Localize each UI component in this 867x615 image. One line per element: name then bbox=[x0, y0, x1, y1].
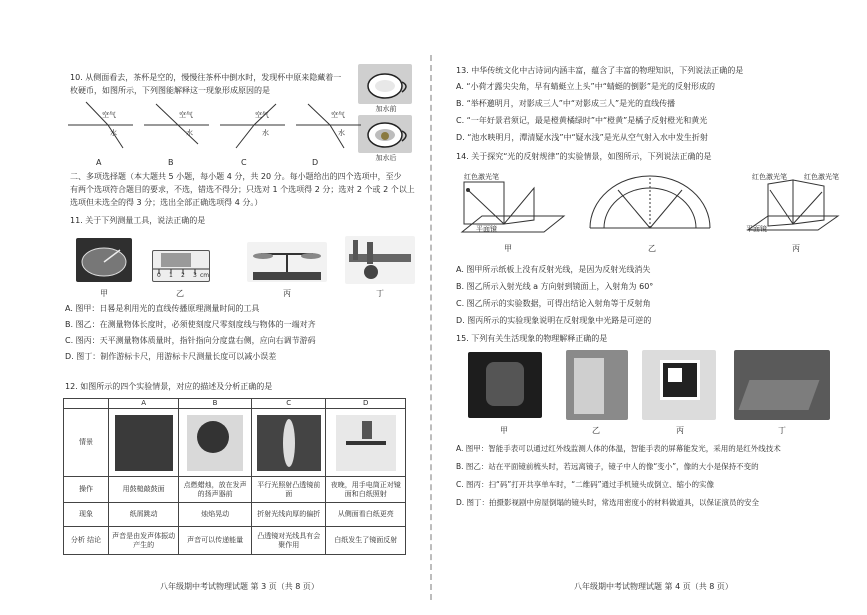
q14-option-a: A. 图甲所示纸板上没有反射光线，是因为反射光线消失 bbox=[456, 265, 651, 274]
diagram-d bbox=[296, 104, 361, 148]
q10-option-a: A bbox=[96, 158, 102, 167]
concl-b: 声音可以传递能量 bbox=[179, 527, 252, 555]
q10-option-c: C bbox=[241, 158, 247, 167]
ruler-tick-1: 1 bbox=[169, 272, 173, 279]
q11-caption-yi: 乙 bbox=[176, 289, 184, 298]
q15-caption-yi: 乙 bbox=[592, 426, 600, 435]
fig-bing-laser-label-2: 红色激光笔 bbox=[804, 173, 839, 181]
caliper-photo bbox=[345, 236, 415, 284]
q15-option-a: A. 图甲：智能手表可以通过红外线监测人体的体温，智能手表的屏幕能发光，采用的是红外线技术 bbox=[456, 444, 781, 453]
collapsed-house-photo bbox=[734, 350, 830, 420]
diagram-b-water: 水 bbox=[186, 129, 193, 137]
table-header-row bbox=[64, 399, 406, 409]
q15-stem: 15. 下列有关生活现象的物理解释正确的是 bbox=[456, 334, 608, 343]
q11-caption-jia: 甲 bbox=[100, 289, 108, 298]
cup-after-label: 加水后 bbox=[375, 154, 397, 162]
cup-icon bbox=[358, 64, 412, 104]
sundial-photo bbox=[76, 238, 132, 282]
phen-c: 折射光线向厚的偏折 bbox=[251, 503, 326, 527]
op-c: 平行光照射凸透镜前面 bbox=[251, 477, 326, 503]
concl-c: 凸透镜对光线具有会聚作用 bbox=[251, 527, 326, 555]
q15-option-c: C. 图丙：扫“码”打开共享单车时，“二维码”通过手机镜头成倒立、缩小的实像 bbox=[456, 480, 715, 489]
cup-before-label: 加水前 bbox=[375, 105, 397, 113]
scene-d bbox=[326, 409, 406, 477]
flashlight-photo bbox=[336, 415, 396, 471]
mirror-photo bbox=[566, 350, 628, 420]
diagram-a-air: 空气 bbox=[102, 111, 116, 119]
table-col-b: B bbox=[179, 399, 252, 409]
diagram-d-air: 空气 bbox=[331, 111, 345, 119]
fig-jia-laser-label: 红色激光笔 bbox=[464, 173, 499, 181]
diagram-c-water: 水 bbox=[262, 129, 269, 137]
q13-option-a: A. “小荷才露尖尖角，早有蜻蜓立上头”中“蜻蜓的倒影”是光的反射形成的 bbox=[456, 82, 715, 91]
vernier-caliper-icon bbox=[345, 236, 415, 284]
scene-b bbox=[179, 409, 252, 477]
q15-caption-bing: 丙 bbox=[676, 426, 684, 435]
q12-stem: 12. 如图所示的四个实验情景，对应的描述及分析正确的是 bbox=[65, 382, 273, 391]
row-label-scene: 情景 bbox=[64, 409, 109, 477]
phen-d: 从侧面看白纸更亮 bbox=[326, 503, 406, 527]
q14-option-c: C. 图乙所示的实验数据，可得出结论入射角等于反射角 bbox=[456, 299, 651, 308]
ruler-unit: cm bbox=[200, 272, 210, 279]
diagram-a bbox=[68, 102, 133, 148]
q11-option-a: A. 图甲：日晷是利用光的直线传播原理测量时间的工具 bbox=[65, 304, 260, 313]
section2-line3: 选项但未选全的得 3 分；选出全部正确选项得 4 分。） bbox=[70, 198, 263, 207]
table-row-phenomenon bbox=[64, 503, 406, 527]
q11-caption-bing: 丙 bbox=[283, 289, 291, 298]
ruler-tick-2: 2 bbox=[181, 272, 185, 279]
q15-option-d: D. 图丁：拍摄影视剧中房屋倒塌的镜头时，常选用密度小的材料做道具，以保证演员的安全 bbox=[456, 498, 760, 507]
diagram-b bbox=[144, 104, 209, 144]
q13-option-c: C. “一年好景君须记，最是橙黄橘绿时”中“橙黄”是橘子反射橙光和黄光 bbox=[456, 116, 708, 125]
table-row-conclusion bbox=[64, 527, 406, 555]
q14-stem: 14. 关于探究“光的反射规律”的实验情景，如图所示，下列说法正确的是 bbox=[456, 152, 712, 161]
concl-d: 白纸发生了镜面反射 bbox=[326, 527, 406, 555]
q11-caption-ding: 丁 bbox=[376, 289, 384, 298]
drum-photo bbox=[115, 415, 173, 471]
balance-photo bbox=[247, 242, 327, 282]
row-label-phen: 现象 bbox=[64, 503, 109, 527]
q11-option-c: C. 图丙：天平测量物体质量时，指针指向分度盘右侧，应向右调节游码 bbox=[65, 336, 316, 345]
q14-caption-jia: 甲 bbox=[504, 244, 512, 253]
fig-bing-mirror-label: 平面镜 bbox=[746, 225, 767, 233]
table-col-d: D bbox=[326, 399, 406, 409]
right-page bbox=[434, 0, 867, 615]
cup-before-photo bbox=[358, 64, 412, 104]
fig-bing-laser-label-1: 红色激光笔 bbox=[752, 173, 787, 181]
phen-b: 烛焰晃动 bbox=[179, 503, 252, 527]
q12-experiment-table bbox=[63, 398, 406, 555]
diagram-a-water: 水 bbox=[110, 129, 117, 137]
diagram-d-water: 水 bbox=[338, 129, 345, 137]
section2-line2: 有两个选项符合题目的要求，不选，错选不得分；只选对 1 个选项得 2 分；选对 2 个或 2 个以上 bbox=[70, 185, 415, 194]
q14-caption-yi: 乙 bbox=[648, 244, 656, 253]
scene-c bbox=[251, 409, 326, 477]
table-col-a: A bbox=[109, 399, 179, 409]
balance-scale-icon bbox=[247, 242, 327, 282]
ruler-tick-0: 0 bbox=[157, 272, 161, 279]
left-page-footer: 八年级期中考试物理试题 第 3 页（共 8 页） bbox=[160, 582, 319, 591]
q14-caption-bing: 丙 bbox=[792, 244, 800, 253]
q11-stem: 11. 关于下列测量工具，说法正确的是 bbox=[70, 216, 206, 225]
ruler-photo bbox=[152, 250, 210, 282]
q10-stem: 10. 从侧面看去，茶杯是空的，慢慢往茶杯中倒水时，发现杯中原来隐藏着一 bbox=[70, 73, 342, 82]
sundial-icon bbox=[76, 238, 132, 282]
fig-yi-protractor bbox=[580, 168, 720, 238]
q11-option-d: D. 图丁：制作游标卡尺，用游标卡尺测量长度可以减小误差 bbox=[65, 352, 277, 361]
lens-photo bbox=[257, 415, 321, 471]
op-b: 点燃蜡烛，放在发声的扬声器前 bbox=[179, 477, 252, 503]
table-col-c: C bbox=[251, 399, 326, 409]
q15-caption-jia: 甲 bbox=[500, 426, 508, 435]
op-a: 用鼓槌敲鼓面 bbox=[109, 477, 179, 503]
concl-a: 声音是由发声体振动产生的 bbox=[109, 527, 179, 555]
qr-code-photo bbox=[642, 350, 716, 420]
q13-stem: 13. 中华传统文化中古诗词内涵丰富，蕴含了丰富的物理知识，下列说法正确的是 bbox=[456, 66, 744, 75]
q14-option-d: D. 图丙所示的实验现象说明在反射现象中光路是可逆的 bbox=[456, 316, 652, 325]
diagram-c-air: 空气 bbox=[255, 111, 269, 119]
row-label-op: 操作 bbox=[64, 477, 109, 503]
scene-a bbox=[109, 409, 179, 477]
table-row-scene bbox=[64, 409, 406, 477]
q10-option-d: D bbox=[312, 158, 319, 167]
phen-a: 纸屑跳动 bbox=[109, 503, 179, 527]
q13-option-d: D. “池水映明月，潭清疑水浅”中“疑水浅”是光从空气射入水中发生折射 bbox=[456, 133, 708, 142]
op-d: 夜晚，用手电筒正对镜面和白纸照射 bbox=[326, 477, 406, 503]
diagram-b-air: 空气 bbox=[179, 111, 193, 119]
speaker-photo bbox=[187, 415, 243, 471]
row-label-concl: 分析 结论 bbox=[64, 527, 109, 555]
q10-option-b: B bbox=[168, 158, 174, 167]
q13-option-b: B. “举杯邀明月，对影成三人”中“对影成三人”是光的直线传播 bbox=[456, 99, 676, 108]
q15-option-b: B. 图乙：站在平面镜前梳头时，若远离镜子，镜子中人的像“变小”，像的大小是保持不变的 bbox=[456, 462, 759, 471]
q10-stem-line2: 枚硬币，如图所示，下列图能解释这一现象形成原因的是 bbox=[70, 86, 270, 95]
q15-caption-ding: 丁 bbox=[778, 426, 786, 435]
table-row-operation bbox=[64, 477, 406, 503]
q14-option-b: B. 图乙所示入射光线 a 方向射到镜面上，入射角为 60° bbox=[456, 282, 654, 291]
diagram-c bbox=[220, 104, 285, 148]
section2-line1: 二、多项选择题（本大题共 5 小题，每小题 4 分，共 20 分。每小题给出的四个选项中，至少 bbox=[70, 172, 402, 181]
fig-jia-mirror-label: 平面镜 bbox=[476, 225, 497, 233]
right-page-footer: 八年级期中考试物理试题 第 4 页（共 8 页） bbox=[574, 582, 733, 591]
q11-option-b: B. 图乙：在测量物体长度时，必须使刻度尺零刻度线与物体的一端对齐 bbox=[65, 320, 316, 329]
ruler-tick-3: 3 bbox=[193, 272, 197, 279]
smartwatch-photo bbox=[468, 352, 542, 418]
